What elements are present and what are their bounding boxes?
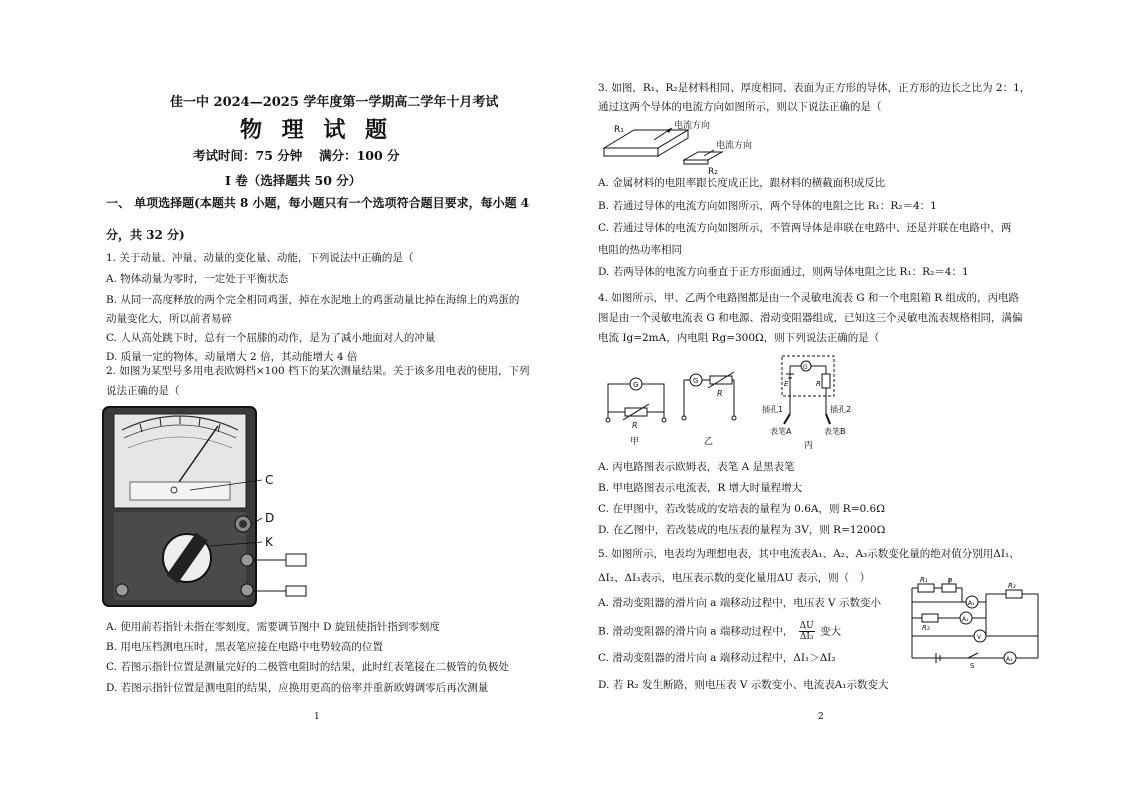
multimeter-figure bbox=[100, 404, 310, 610]
q2-stem-cont: 说法正确的是（ bbox=[106, 385, 180, 397]
q4-option-c: C. 在甲图中，若改装成的安培表的量程为 0.6A，则 R=0.6Ω bbox=[598, 503, 885, 515]
q5-fig-v: V bbox=[977, 634, 982, 641]
q5-fraction-numerator: ΔU bbox=[799, 621, 814, 631]
q4-fig-label-yi: 乙 bbox=[704, 437, 714, 447]
page-number-right: 2 bbox=[818, 712, 824, 722]
q4-circuit-bing bbox=[762, 356, 851, 451]
q2-option-c: C. 若图示指针位置是测量完好的二极管电阻时的结果，此时红表笔接在二极管的负极处 bbox=[106, 661, 509, 673]
q5-fig-s: S bbox=[970, 662, 975, 670]
q5-fig-a2: A₂ bbox=[962, 616, 969, 623]
q3-option-b: B. 若通过导体的电流方向如图所示，两个导体的电阻之比 R₁：R₂＝4：1 bbox=[598, 200, 937, 212]
left-page bbox=[0, 0, 560, 794]
q2-option-a: A. 使用前若指针未指在零刻度，需要调节图中 D 旋钮使指针指到零刻度 bbox=[106, 621, 440, 633]
q3-option-a: A. 金属材料的电阻率跟长度成正比，跟材料的横截面积成反比 bbox=[598, 177, 886, 189]
q4-stem-cont: 图是由一个灵敏电流表 G 和电源、滑动变阻器组成，已知这三个灵敏电流表规格相同，满偏 bbox=[598, 312, 1023, 324]
multimeter-label-k: K bbox=[265, 535, 273, 549]
q5-fig-a: a bbox=[948, 576, 953, 584]
q1-option-a: A. 物体动量为零时，一定处于平衡状态 bbox=[106, 273, 289, 285]
subject-title: 物 理 试 题 bbox=[240, 117, 393, 143]
q4-stem: 4. 如图所示，甲、乙两个电路图都是由一个灵敏电流表 G 和一个电阻箱 R 组成的，丙电路 bbox=[598, 292, 1019, 304]
q4-fig-e: E bbox=[784, 380, 789, 388]
q3-option-d: D. 若两导体的电流方向垂直于正方形面通过，则两导体电阻之比 R₁：R₂＝4：1 bbox=[598, 266, 969, 278]
q4-fig-label-bing: 丙 bbox=[804, 441, 814, 451]
q5-fig-r2: R₂ bbox=[922, 624, 930, 632]
exam-info: 考试时间：75 分钟 满分：100 分 bbox=[193, 148, 400, 163]
q1-stem: 1. 关于动量、冲量、动量的变化量、动能，下列说法中正确的是（ bbox=[106, 252, 414, 264]
page-number-left: 1 bbox=[314, 712, 320, 722]
q3-stem: 3. 如图，R₁、R₂是材料相同、厚度相同、表面为正方形的导体，正方形的边长之比为 2：1， bbox=[598, 82, 1031, 94]
q5-fig-a1: A₁ bbox=[968, 600, 975, 607]
q5-fig-a3: A₃ bbox=[1006, 656, 1013, 663]
q5-fraction bbox=[799, 621, 815, 642]
q2-stem: 2. 如图为某型号多用电表欧姆档×100 档下的某次测量结果。关于该多用电表的使用，下列 bbox=[106, 365, 530, 377]
q5-fraction-denominator: ΔI₃ bbox=[799, 632, 814, 642]
q4-fig-label-jia: 甲 bbox=[630, 437, 640, 447]
q1-option-d: D. 质量一定的物体，动量增大 2 倍，其动能增大 4 倍 bbox=[106, 351, 358, 363]
volume-title: I 卷（选择题共 50 分） bbox=[225, 173, 362, 188]
q5-option-b bbox=[598, 621, 841, 642]
q5-option-c: C. 滑动变阻器的滑片向 a 端移动过程中，ΔI₁＞ΔI₂ bbox=[598, 652, 836, 664]
q5-option-b-prefix: B. 滑动变阻器的滑片向 a 端移动过程中， bbox=[598, 625, 794, 638]
q4-fig-pen-b: 表笔B bbox=[824, 427, 846, 436]
q3-fig-direction-2: 电流方向 bbox=[716, 141, 753, 151]
q1-option-c: C. 人从高处跳下时，总有一个屈膝的动作，是为了减小地面对人的冲量 bbox=[106, 332, 436, 344]
q3-fig-direction-1: 电流方向 bbox=[674, 121, 711, 131]
q5-option-b-suffix: 变大 bbox=[820, 625, 842, 638]
q5-circuit-figure bbox=[906, 574, 1046, 670]
q5-option-a: A. 滑动变阻器的滑片向 a 端移动过程中，电压表 V 示数变小 bbox=[598, 597, 881, 609]
q3-option-c: C. 若通过导体的电流方向如图所示，不管两导体是串联在电路中、还是并联在电路中，两 bbox=[598, 222, 1012, 234]
q3-fig-r1: R₁ bbox=[614, 125, 624, 135]
section-heading: 一、 单项选择题(本题共 8 小题，每小题只有一个选项符合题目要求，每小题 4 bbox=[106, 196, 530, 210]
q1-option-b-cont: 动量变化大，所以前者易碎 bbox=[106, 313, 232, 325]
q5-fig-r3: R₃ bbox=[1008, 582, 1016, 590]
section-heading-cont: 分，共 32 分) bbox=[106, 228, 185, 242]
q4-fig-g-yi: G bbox=[693, 377, 699, 385]
q4-fig-pen-a: 表笔A bbox=[770, 427, 792, 436]
q4-fig-hole1: 插孔1 bbox=[762, 405, 784, 414]
q4-circuit-jia bbox=[606, 378, 666, 447]
q4-option-a: A. 丙电路图表示欧姆表，表笔 A 是黑表笔 bbox=[598, 461, 795, 473]
q4-option-d: D. 在乙图中，若改装成的电压表的量程为 3V，则 R=1200Ω bbox=[598, 524, 886, 536]
q4-stem-cont-2: 电流 Ig=2mA，内电阻 Rg=300Ω，则下列说法正确的是（ bbox=[598, 332, 880, 344]
q4-fig-r-yi: R bbox=[717, 389, 723, 398]
q5-fig-r1: R₁ bbox=[920, 576, 928, 584]
q5-stem-cont: ΔI₂、ΔI₃表示，电压表示数的变化量用ΔU 表示，则（ ） bbox=[598, 572, 871, 584]
q4-fig-g-bing: G bbox=[803, 364, 808, 371]
q4-fig-g-jia: G bbox=[633, 381, 639, 389]
q4-circuit-yi bbox=[682, 372, 736, 447]
q4-circuit-figures bbox=[598, 352, 888, 452]
q3-fig-r2: R₂ bbox=[708, 167, 718, 176]
q3-option-c-cont: 电阻的热功率相同 bbox=[598, 244, 682, 256]
q4-option-b: B. 甲电路图表示电流表，R 增大时量程增大 bbox=[598, 482, 803, 494]
q2-option-d: D. 若图示指针位置是测电阻的结果，应换用更高的倍率并重新欧姆调零后再次测量 bbox=[106, 682, 489, 694]
q4-fig-r-jia: R bbox=[632, 421, 638, 430]
school-title: 佳一中 2024—2025 学年度第一学期高二学年十月考试 bbox=[170, 95, 499, 110]
q3-stem-cont: 通过这两个导体的电流方向如图所示，则以下说法正确的是（ bbox=[598, 101, 882, 113]
q3-conductor-figure bbox=[598, 118, 798, 176]
q5-stem: 5. 如图所示，电表均为理想电表，其中电流表A₁、A₂、A₃示数变化量的绝对值分别用ΔI₁、 bbox=[598, 548, 1020, 560]
q4-fig-r-bing: R bbox=[816, 380, 821, 388]
q1-option-b: B. 从同一高度释放的两个完全相同鸡蛋，掉在水泥地上的鸡蛋动量比掉在海绵上的鸡蛋的 bbox=[106, 294, 520, 306]
q2-option-b: B. 用电压档测电压时，黑表笔应接在电路中电势较高的位置 bbox=[106, 641, 383, 653]
q4-fig-hole2: 插孔2 bbox=[830, 405, 852, 414]
multimeter-label-c: C bbox=[265, 473, 274, 487]
q5-option-d: D. 若 R₂ 发生断路，则电压表 V 示数变小、电流表A₁示数变大 bbox=[598, 679, 889, 691]
multimeter-label-d: D bbox=[265, 511, 275, 525]
right-page bbox=[560, 0, 1123, 794]
